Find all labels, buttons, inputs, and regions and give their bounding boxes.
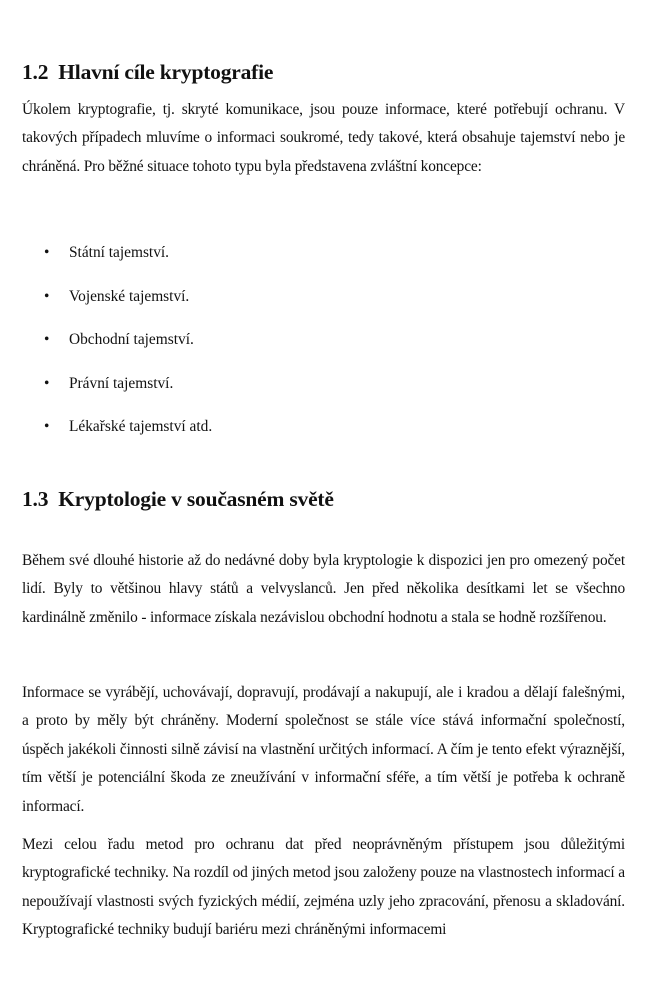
list-item-text: Obchodní tajemství. (69, 331, 194, 348)
list-item-text: Lékařské tajemství atd. (69, 418, 213, 435)
list-item (22, 374, 212, 418)
secrets-list (22, 243, 212, 461)
paragraph-goals-intro: Úkolem kryptografie, tj. skryté komunikace, jsou pouze informace, které potřebují ochranu. V takových případech mluvíme o informaci soukromé, tedy takové, která obsahuje tajemství nebo je chráněná. Pro běžné situace tohoto typu byla představena zvláštní koncepce: (22, 101, 625, 175)
bullet-icon: • (44, 331, 50, 348)
list-item (22, 417, 212, 461)
list-item (22, 287, 212, 331)
section-number: 1.2 (22, 60, 49, 84)
list-item (22, 330, 212, 374)
list-item-text: Vojenské tajemství. (69, 287, 190, 305)
bullet-icon: • (44, 287, 50, 305)
list-item-text: Právní tajemství. (69, 374, 174, 392)
bullet-icon: • (44, 418, 50, 435)
paragraph-history: Během své dlouhé historie až do nedávné doby byla kryptologie k dispozici jen pro omezený počet lidí. Byly to většinou hlavy států a velvyslanců. Jen před několika desítkami let se všechno kardinálně změnilo - informace získala nezávislou obchodní hodnotu a stala se hodně rozšířenou. (22, 552, 625, 626)
section-heading-1-2 (22, 59, 273, 85)
paragraph-information-society: Informace se vyrábějí, uchovávají, dopravují, prodávají a nakupují, ale i kradou a dělají falešnými, a proto by měly být chráněny. Moderní společnost se stále více stává informační společností, úspěch jakékoli činnosti silně závisí na vlastnění určitých informací. A čím je tento efekt výraznější, tím větší je potenciální škoda ze zneužívání v informační sféře, a tím větší je potřeba k ochraně informací. (22, 684, 625, 815)
section-number: 1.3 (22, 487, 49, 511)
paragraph-crypto-techniques: Mezi celou řadu metod pro ochranu dat před neoprávněným přístupem jsou důležitými kryptografické techniky. Na rozdíl od jiných metod jsou založeny pouze na vlastnostech informací a nepoužívají vlastnosti svých fyzických médií, zejména uzly jeho zpracování, přenosu a skladování. Kryptografické techniky budují bariéru mezi chráněnými informacemi (22, 836, 625, 939)
list-item-text: Státní tajemství. (69, 244, 170, 261)
section-title: Kryptologie v současném světě (58, 487, 334, 511)
list-item (22, 243, 212, 287)
bullet-icon: • (44, 244, 50, 261)
section-heading-1-3 (22, 486, 334, 512)
bullet-icon: • (44, 374, 50, 392)
section-title: Hlavní cíle kryptografie (58, 60, 274, 84)
